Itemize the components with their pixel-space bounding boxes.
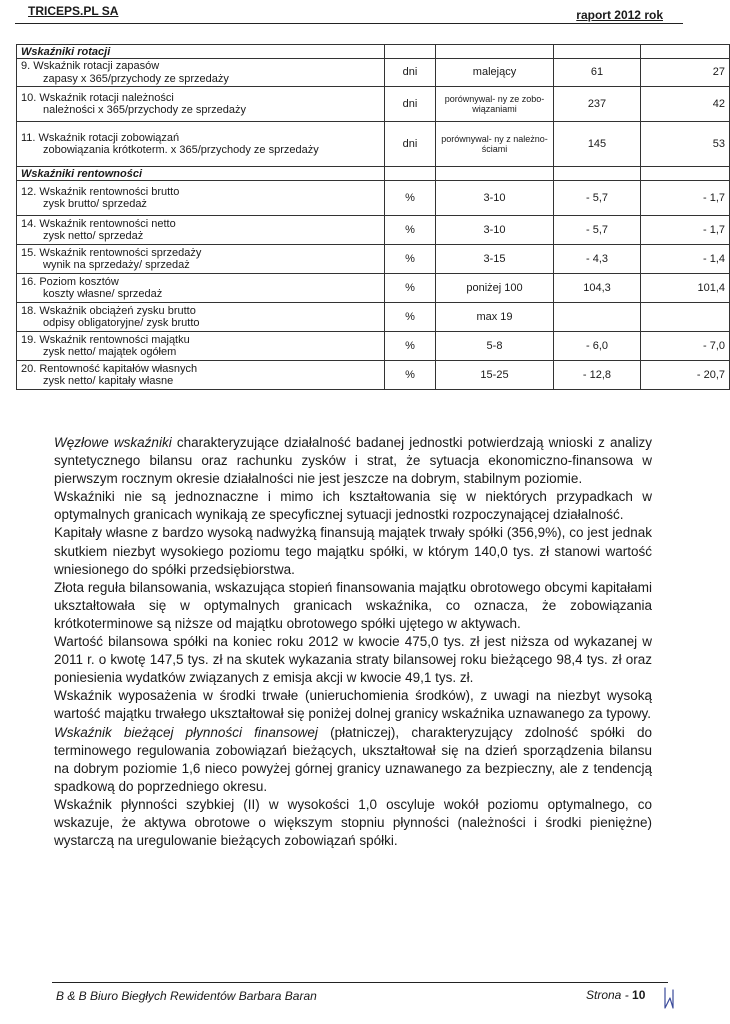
section-header-profitability	[17, 167, 730, 181]
table-row	[17, 181, 730, 216]
ratio-name: 11. Wskaźnik rotacji zobowiązań	[21, 131, 180, 144]
ratio-unit: %	[385, 216, 436, 245]
ratio-unit: %	[385, 361, 436, 390]
emphasis: Węzłowe wskaźniki	[54, 435, 172, 450]
ratio-value-1: 237	[554, 87, 641, 122]
ratio-trend: malejący	[436, 59, 554, 87]
ratio-value-1: 61	[554, 59, 641, 87]
section-header-rotation	[17, 45, 730, 59]
initials-signature	[662, 986, 676, 1012]
paragraph: Wartość bilansowa spółki na koniec roku 2012 w kwocie 475,0 tys. zł jest niższa od wykazanej w 2011 r. o kwotę 147,5 tys. zł na skutek wykazania straty bilansowej roku bieżącego 98,4 tys. zł oraz poniesienia wydatków związanych z emisja akcji w kwocie 49,1 tys. zł.	[54, 634, 652, 686]
paragraph: Wskaźnik bieżącej płynności finansowej (płatniczej), charakteryzujący zdolność spółki do terminowego regulowania zobowiązań bieżących, ukształtował się na dzień sporządzenia bilansu na dobrym poziomie 1,6 nieco powyżej górnej granicy uznawanego za bezpieczny, ale z tendencją spadkową do poprzedniego okresu.	[54, 724, 652, 794]
table-row	[17, 274, 730, 303]
ratio-formula: wynik na sprzedaży/ sprzedaż	[43, 259, 190, 271]
ratio-trend: 3-10	[436, 216, 554, 245]
ratio-value-1: - 6,0	[554, 332, 641, 361]
paragraph: Węzłowe wskaźniki charakteryzujące działalność badanej jednostki potwierdzają wnioski z analizy syntetycznego bilansu oraz rachunku zysków i strat, że sytuacja ekonomiczno-finansowa w pierwszym rocznym okresie działalności nie jest jeszcze na dobrym, stabilnym poziomie.	[54, 435, 653, 487]
ratio-formula: zysk brutto/ sprzedaż	[43, 198, 147, 210]
ratio-value-1: 145	[554, 122, 641, 167]
ratio-trend: porównywal- ny z należno- ściami	[436, 122, 554, 167]
ratio-name: 19. Wskaźnik rentowności majątku	[21, 333, 190, 346]
table-row	[17, 245, 730, 274]
ratio-name: 15. Wskaźnik rentowności sprzedaży	[21, 246, 202, 259]
company-name: TRICEPS.PL SA	[28, 4, 119, 18]
paragraph: Złota reguła bilansowania, wskazująca stopień finansowania majątku obrotowego obcymi kapitałami ukształtowała się w optymalnych granicach wskaźnika, co oznacza, że zobowiązania krótkoterminowe są niższe od majątku obrotowego spółki ujętego w aktywach.	[54, 579, 652, 631]
ratio-formula: zobowiązania krótkoterm. x 365/przychody ze sprzedaży	[43, 144, 319, 156]
ratio-name: 18. Wskaźnik obciążeń zysku brutto	[21, 304, 196, 317]
ratio-unit: %	[385, 181, 436, 216]
ratio-name: 10. Wskaźnik rotacji należności	[21, 91, 174, 104]
table-row	[17, 87, 730, 122]
ratio-formula: zysk netto/ sprzedaż	[43, 230, 144, 242]
ratio-value-2: - 7,0	[641, 332, 730, 361]
ratio-formula: należności x 365/przychody ze sprzedaży	[43, 104, 246, 116]
ratio-value-2: 101,4	[641, 274, 730, 303]
page-label: Strona -	[586, 988, 633, 1002]
table-row	[17, 216, 730, 245]
ratio-value-2: - 20,7	[641, 361, 730, 390]
header-divider	[15, 23, 683, 24]
ratio-name: 16. Poziom kosztów	[21, 275, 119, 288]
ratio-formula: koszty własne/ sprzedaż	[43, 288, 163, 300]
paragraph: Kapitały własne z bardzo wysoką nadwyżką finansują majątek trwały spółki (356,9%), co jest jednak skutkiem niezbyt wysokiego poziomu tego majątku spółki, w którym 140,0 tys. zł stanowi wartość wniesionego do spółki przedsiębiorstwa.	[54, 525, 652, 577]
ratio-name: 14. Wskaźnik rentowności netto	[21, 217, 176, 230]
ratio-unit: %	[385, 274, 436, 303]
ratio-unit: dni	[385, 59, 436, 87]
ratio-value-2: 42	[641, 87, 730, 122]
ratio-value-1: 104,3	[554, 274, 641, 303]
section-title: Wskaźniki rotacji	[17, 45, 385, 59]
report-title: raport 2012 rok	[576, 8, 663, 22]
footer-divider	[52, 982, 668, 983]
footer-firm: B & B Biuro Biegłych Rewidentów Barbara Baran	[56, 989, 317, 1003]
ratio-unit: dni	[385, 122, 436, 167]
ratio-unit: %	[385, 303, 436, 332]
ratio-formula: zysk netto/ majątek ogółem	[43, 346, 177, 358]
ratio-name: 9. Wskaźnik rotacji zapasów	[21, 60, 160, 72]
ratio-formula: odpisy obligatoryjne/ zysk brutto	[43, 317, 200, 329]
ratio-value-2: - 1,4	[641, 245, 730, 274]
ratio-trend: 3-10	[436, 181, 554, 216]
paragraph: Wskaźnik płynności szybkiej (II) w wysokości 1,0 oscyluje wokół poziomu optymalnego, co wskazuje, że aktywa obrotowe o większym stopniu płynności (należności i środki pieniężne) wystarczą na uregulowanie bieżących zobowiązań spółki.	[54, 796, 652, 849]
ratio-trend: porównywal- ny ze zobo- wiązaniami	[436, 87, 554, 122]
ratio-unit: dni	[385, 87, 436, 122]
emphasis: Wskaźnik bieżącej płynności finansowej	[54, 724, 318, 740]
ratio-value-1: - 12,8	[554, 361, 641, 390]
ratios-table	[16, 44, 730, 390]
ratio-trend: poniżej 100	[436, 274, 554, 303]
ratio-value-2: - 1,7	[641, 181, 730, 216]
analysis-text	[54, 434, 652, 850]
ratio-formula: zysk netto/ kapitały własne	[43, 375, 174, 387]
table-row	[17, 122, 730, 167]
table-row	[17, 59, 730, 87]
table-row	[17, 332, 730, 361]
ratio-value-1	[554, 303, 641, 332]
ratio-trend: 15-25	[436, 361, 554, 390]
table-row	[17, 303, 730, 332]
ratio-value-1: - 5,7	[554, 216, 641, 245]
ratio-name: 12. Wskaźnik rentowności brutto	[21, 185, 180, 198]
page-indicator	[586, 988, 645, 1002]
ratio-value-2: - 1,7	[641, 216, 730, 245]
ratio-trend: 3-15	[436, 245, 554, 274]
ratio-trend: max 19	[436, 303, 554, 332]
section-title: Wskaźniki rentowności	[17, 167, 385, 181]
ratio-value-1: - 4,3	[554, 245, 641, 274]
ratio-value-2: 53	[641, 122, 730, 167]
table-row	[17, 361, 730, 390]
ratio-unit: %	[385, 332, 436, 361]
ratio-value-1: - 5,7	[554, 181, 641, 216]
page-number: 10	[632, 988, 646, 1002]
ratio-value-2: 27	[641, 59, 730, 87]
ratio-value-2	[641, 303, 730, 332]
ratio-name: 20. Rentowność kapitałów własnych	[21, 362, 198, 375]
paragraph: Wskaźnik wyposażenia w środki trwałe (unieruchomienia środków), z uwagi na niezbyt wysoką wartość majątku trwałego ukształtował się poniżej dolnej granicy wskaźnika uznawanego za typowy.	[54, 688, 652, 722]
paragraph: Wskaźniki nie są jednoznaczne i mimo ich kształtowania się w niektórych przypadkach w optymalnych granicach wynikają ze specyficznej sytuacji jednostki rozpoczynającej działalność.	[54, 489, 652, 523]
ratio-trend: 5-8	[436, 332, 554, 361]
ratio-formula: zapasy x 365/przychody ze sprzedaży	[43, 72, 229, 85]
ratio-unit: %	[385, 245, 436, 274]
